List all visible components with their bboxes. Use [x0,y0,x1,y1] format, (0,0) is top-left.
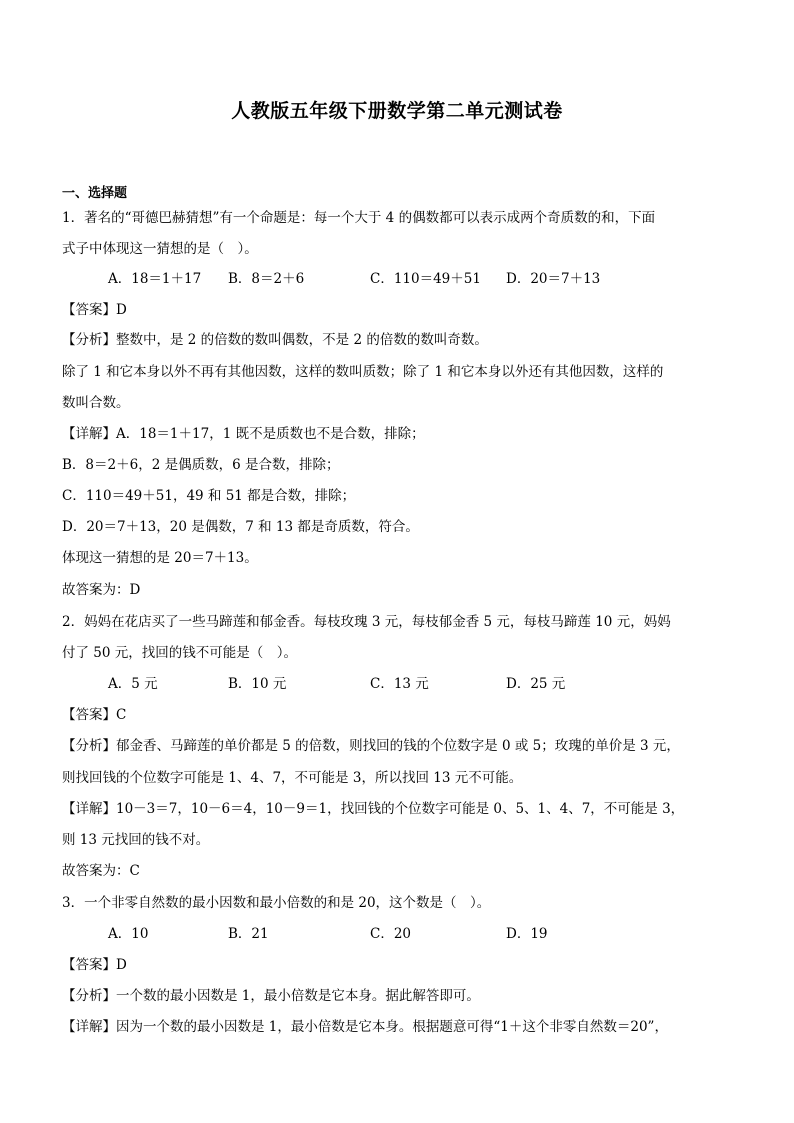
q1-detail-line3: C．110＝49＋51，49 和 51 都是合数，排除； [62,488,356,504]
q2-final-answer: 故答案为：C [62,863,140,879]
q2-option-c: C．13 元 [370,676,429,692]
q2-detail-line1 [62,799,742,819]
detail-tag: 【详解】 [62,1019,116,1035]
q2-analysis-line2: 则找回钱的个位数字可能是 1、4、7，不可能是 3，所以找回 13 元不可能。 [62,770,523,786]
answer-value: D [116,302,127,318]
q2-answer [62,705,742,725]
q1-detail-line1 [62,424,742,444]
q1-analysis-line1 [62,330,742,350]
q2-stem-line1: 2．妈妈在花店买了一些马蹄莲和郁金香。每枝玫瑰 3 元，每枝郁金香 5 元，每枝马蹄莲 10 元，妈妈 [62,614,671,630]
detail-text: 10－3＝7，10－6＝4，10－9＝1，找回钱的个位数字可能是 0、5、1、4、7，不可能是 3， [116,801,685,817]
q1-stem-line2: 式子中体现这一猜想的是（ ）。 [62,241,258,257]
analysis-text: 一个数的最小因数是 1，最小倍数是它本身。据此解答即可。 [116,988,480,1004]
q3-detail-line1 [62,1017,742,1037]
q2-option-a: A．5 元 [108,676,158,692]
q2-option-b: B．10 元 [228,676,287,692]
analysis-text: 整数中，是 2 的倍数的数叫偶数，不是 2 的倍数的数叫奇数。 [116,332,488,348]
page-title: 人教版五年级下册数学第二单元测试卷 [231,100,563,122]
q2-analysis-line1 [62,736,742,756]
answer-tag: 【答案】 [62,707,116,723]
analysis-text: 郁金香、马蹄莲的单价都是 5 的倍数，则找回的钱的个位数字是 0 或 5；玫瑰的单价是 3 元， [116,738,680,754]
analysis-tag: 【分析】 [62,738,116,754]
answer-value: D [116,957,127,973]
q3-option-a: A．10 [108,926,149,942]
q1-answer [62,300,742,320]
q1-detail-line2: B．8＝2＋6，2 是偶质数，6 是合数，排除； [62,457,340,473]
detail-text: A．18＝1＋17，1 既不是质数也不是合数，排除； [116,426,425,442]
q3-analysis-line1 [62,986,742,1006]
q1-option-a: A．18＝1＋17 [108,271,202,287]
q1-detail-line5: 体现这一猜想的是 20＝7＋13。 [62,550,258,566]
q1-analysis-line3: 数叫合数。 [62,395,130,411]
q3-option-d: D．19 [506,926,548,942]
detail-text: 因为一个数的最小因数是 1，最小倍数是它本身。根据题意可得“1＋这个非零自然数＝20”， [116,1019,668,1035]
q2-detail-line2: 则 13 元找回的钱不对。 [62,832,210,848]
q1-detail-line4: D．20＝7＋13，20 是偶数，7 和 13 都是奇质数，符合。 [62,519,419,535]
detail-tag: 【详解】 [62,426,116,442]
q1-final-answer: 故答案为：D [62,582,141,598]
q1-analysis-line2: 除了 1 和它本身以外不再有其他因数，这样的数叫质数；除了 1 和它本身以外还有其他因数，这样的 [62,364,664,380]
analysis-tag: 【分析】 [62,332,116,348]
section-heading: 一、选择题 [62,186,128,201]
answer-value: C [116,707,127,723]
q3-stem-line1: 3．一个非零自然数的最小因数和最小倍数的和是 20，这个数是（ ）。 [62,895,491,911]
q1-option-d: D．20＝7＋13 [506,271,601,287]
q2-stem-line2: 付了 50 元，找回的钱不可能是（ ）。 [62,645,298,661]
q3-option-c: C．20 [370,926,412,942]
analysis-tag: 【分析】 [62,988,116,1004]
detail-tag: 【详解】 [62,801,116,817]
q3-option-b: B．21 [228,926,269,942]
q1-option-c: C．110＝49＋51 [370,271,481,287]
answer-tag: 【答案】 [62,957,116,973]
q1-option-b: B．8＝2＋6 [228,271,305,287]
q3-answer [62,955,742,975]
q1-stem-line1: 1．著名的“哥德巴赫猜想”有一个命题是：每一个大于 4 的偶数都可以表示成两个奇质数的和，下面 [62,210,656,226]
q2-option-d: D．25 元 [506,676,566,692]
answer-tag: 【答案】 [62,302,116,318]
